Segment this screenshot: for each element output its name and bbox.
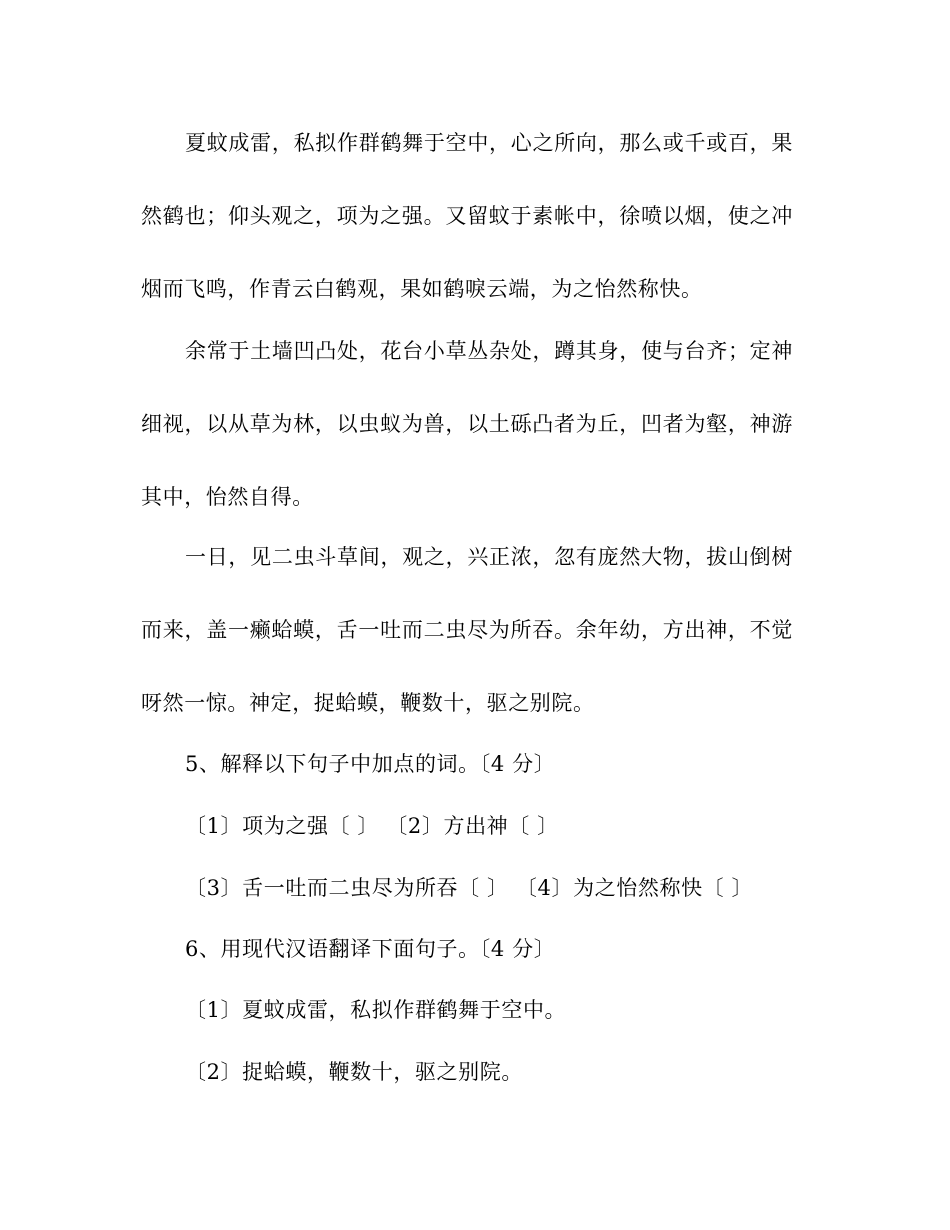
passage-p1-line1: 夏蚊成雷，私拟作群鹤舞于空中，心之所向，那么或千或百，果: [185, 131, 793, 155]
question-6-item1: 〔1〕夏蚊成雷，私拟作群鹤舞于空中。: [185, 998, 567, 1022]
question-5-row2: 〔3〕舌一吐而二虫尽为所吞〔 〕 〔4〕为之怡然称快〔 〕: [185, 876, 754, 900]
passage-p2-line2: 细视，以从草为林，以虫蚁为兽，以土砾凸者为丘，凹者为壑，神游: [141, 412, 793, 436]
passage-p2-line3: 其中，怡然自得。: [141, 485, 314, 509]
passage-p3-line3: 呀然一惊。神定，捉蛤蟆，鞭数十，驱之别院。: [141, 691, 595, 715]
passage-p2-line1: 余常于土墙凹凸处，花台小草丛杂处，蹲其身，使与台齐；定神: [185, 339, 793, 363]
passage-p3-line1: 一日，见二虫斗草间，观之，兴正浓，忽有庞然大物，拔山倒树: [185, 545, 793, 569]
passage-p1-line3: 烟而飞鸣，作青云白鹤观，果如鹤唳云端，为之怡然称快。: [141, 277, 703, 301]
question-5-row1: 〔1〕项为之强〔 〕 〔2〕方出神〔 〕: [185, 814, 559, 838]
question-6-item2: 〔2〕捉蛤蟆，鞭数十，驱之别院。: [185, 1060, 523, 1084]
passage-p3-line2: 而来，盖一癞蛤蟆，舌一吐而二虫尽为所吞。余年幼，方出神，不觉: [141, 618, 793, 642]
question-5-title: 5、解释以下句子中加点的词。〔4 分〕: [185, 752, 556, 776]
question-6-title: 6、用现代汉语翻译下面句子。〔4 分〕: [185, 937, 556, 961]
passage-p1-line2: 然鹤也；仰头观之，项为之强。又留蚊于素帐中，徐喷以烟，使之冲: [141, 204, 793, 228]
